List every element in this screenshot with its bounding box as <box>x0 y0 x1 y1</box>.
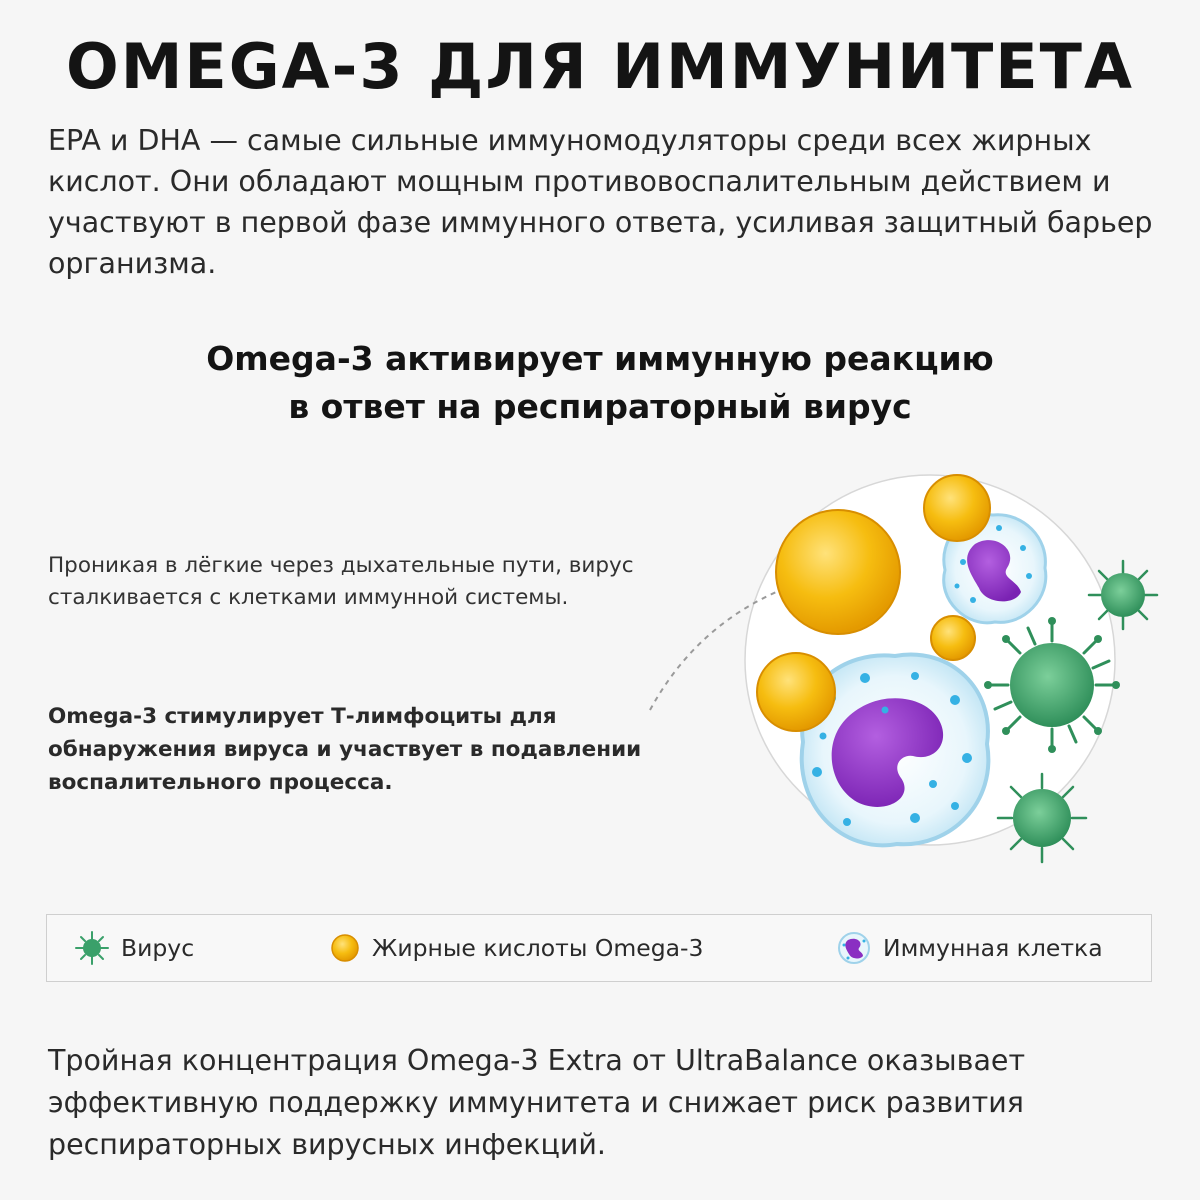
virus-bottom <box>998 774 1086 862</box>
legend-item-omega <box>330 915 703 981</box>
virus-entry-note: Проникая в лёгкие через дыхательные пути, вирус сталкивается с клетками иммунной системы. <box>48 553 634 610</box>
legend <box>46 914 1152 982</box>
omega-droplet-top <box>924 475 990 541</box>
omega-droplet-icon <box>330 933 360 963</box>
virus-top-right <box>1089 561 1157 629</box>
virus-icon <box>75 931 109 965</box>
subtitle-line-1: Omega-3 активирует иммунную реакцию <box>206 339 994 378</box>
legend-item-virus <box>75 915 194 981</box>
omega-droplet-large <box>776 510 900 634</box>
virus-large <box>984 617 1120 753</box>
omega-action-note: Omega-3 стимулирует Т-лимфоциты для обнаружения вируса и участвует в подавлении воспалительного процесса. <box>48 704 642 795</box>
immune-cell-icon <box>837 931 871 965</box>
legend-label-omega: Жирные кислоты Omega-3 <box>372 934 704 962</box>
section-subtitle <box>0 335 1200 431</box>
page-title: OMEGA-3 ДЛЯ ИММУНИТЕТА <box>66 30 1134 103</box>
legend-label-virus: Вирус <box>121 934 195 962</box>
intro-paragraph: EPA и DHA — самые сильные иммуномодуляторы среди всех жирных кислот. Они обладают мощным противовоспалительным действием и участвуют в первой фазе иммунного ответа, усиливая защитный барьер организма. <box>48 124 1153 280</box>
immune-response-illustration <box>590 460 1200 880</box>
legend-item-immune-cell <box>837 915 1103 981</box>
omega-droplet-mid <box>931 616 975 660</box>
closing-paragraph: Тройная концентрация Omega-3 Extra от UltraBalance оказывает эффективную поддержку иммунитета и снижает риск развития респираторных вирусных инфекций. <box>48 1044 1026 1161</box>
omega-droplet-left <box>757 653 835 731</box>
subtitle-line-2: в ответ на респираторный вирус <box>288 387 912 426</box>
legend-label-immune-cell: Иммунная клетка <box>883 934 1103 962</box>
